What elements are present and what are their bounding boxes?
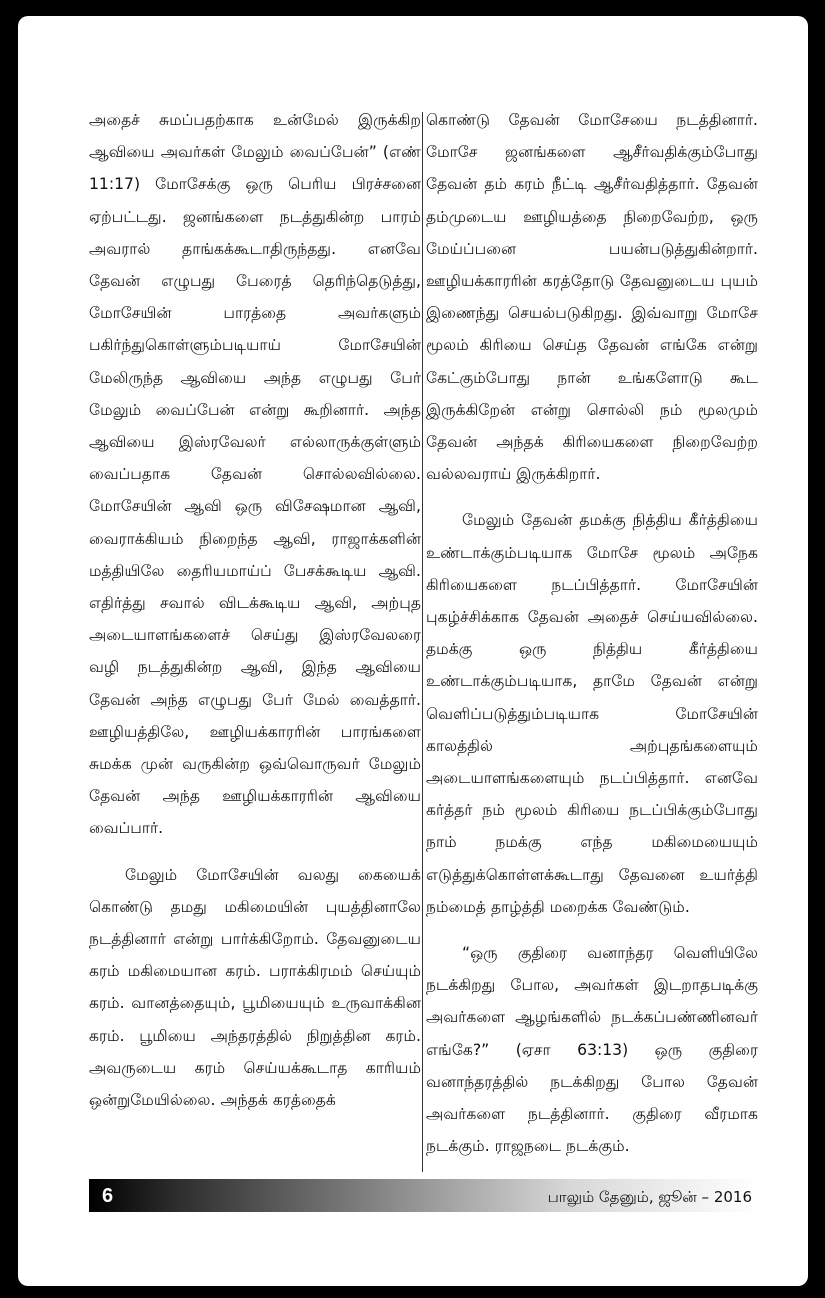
paragraph: மேலும் தேவன் தமக்கு நித்திய கீர்த்தியை உண்டாக்கும்படியாக மோசே மூலம் அநேக கிரியைகளை நடப்பித்தார். மோசேயின் புகழ்ச்சிக்காக தேவன் அதைச் செய்யவில்லை. தமக்கு ஒரு நித்திய கீர்த்தியை உண்டாக்கும்படியாக, தாமே தேவன் என்று வெளிப்படுத்தும்படியாக மோசேயின் காலத்தில் அற்புதங்களையும் அடையாளங்களையும் நடப்பித்தார். எனவே கர்த்தர் நம் மூலம் கிரியை நடப்பிக்கும்போது நாம் நமக்கு எந்த மகிமையையும் எடுத்துக்கொள்ளக்கூடாது தேவனை உயர்த்தி நம்மைத் தாழ்த்தி மறைக்க வேண்டும். bbox=[426, 511, 758, 916]
column-divider bbox=[422, 112, 423, 1172]
left-column bbox=[89, 104, 421, 1116]
magazine-page bbox=[18, 16, 808, 1286]
page-number: 6 bbox=[102, 1185, 114, 1207]
right-column bbox=[426, 104, 758, 1163]
publication-title: பாலும் தேனும், ஜூன் – 2016 bbox=[547, 1188, 752, 1206]
paragraph: “ஒரு குதிரை வனாந்தர வெளியிலே நடக்கிறது போல, அவர்கள் இடறாதபடிக்கு அவர்களை ஆழங்களில் நடக்கப்பண்ணினவர் எங்கே?” (ஏசா 63:13) ஒரு குதிரை வனாந்தரத்தில் நடக்கிறது போல தேவன் அவர்களை நடத்தினார். குதிரை வீரமாக நடக்கும். ராஜநடை நடக்கும். bbox=[426, 944, 758, 1156]
paragraph: கொண்டு தேவன் மோசேயை நடத்தினார். மோசே ஜனங்களை ஆசீர்வதிக்கும்போது தேவன் தம் கரம் நீட்டி ஆசீர்வதித்தார். தேவன் தம்முடைய ஊழியத்தை நிறைவேற்ற, ஒரு மேய்ப்பனை பயன்படுத்துகின்றார். ஊழியக்காரரின் கரத்தோடு தேவனுடைய புயம் இணைந்து செயல்படுகிறது. இவ்வாறு மோசே மூலம் கிரியை செய்த தேவன் எங்கே என்று கேட்கும்போது நான் உங்களோடு கூட இருக்கிறேன் என்று சொல்லி நம் மூலமும் தேவன் அந்தக் கிரியைகளை நிறைவேற்ற வல்லவராய் இருக்கிறார். bbox=[426, 111, 758, 484]
paragraph: மேலும் மோசேயின் வலது கையைக் கொண்டு தமது மகிமையின் புயத்தினாலே நடத்தினார் என்று பார்க்கிறோம். தேவனுடைய கரம் மகிமையான கரம். பராக்கிரமம் செய்யும் கரம். வானத்தையும், பூமியையும் உருவாக்கின கரம். பூமியை அந்தரத்தில் நிறுத்தின கரம். அவருடைய கரம் செய்யக்கூடாத காரியம் ஒன்றுமேயில்லை. அந்தக் கரத்தைக் bbox=[89, 865, 421, 1110]
paragraph: அதைச் சுமப்பதற்காக உன்மேல் இருக்கிற ஆவியை அவர்கள் மேலும் வைப்பேன்” (எண் 11:17) மோசேக்கு ஒரு பெரிய பிரச்சனை ஏற்பட்டது. ஜனங்களை நடத்துகின்ற பாரம் அவரால் தாங்கக்கூடாதிருந்தது. எனவே தேவன் எழுபது பேரைத் தெரிந்தெடுத்து, மோசேயின் பாரத்தை அவர்களும் பகிர்ந்துகொள்ளும்படியாய் மோசேயின் மேலிருந்த ஆவியை அந்த எழுபது பேர் மேலும் வைப்பேன் என்று கூறினார். அந்த ஆவியை இஸ்ரவேலர் எல்லாருக்குள்ளும் வைப்பதாக தேவன் சொல்லவில்லை. மோசேயின் ஆவி ஒரு விசேஷமான ஆவி, வைராக்கியம் நிறைந்த ஆவி, ராஜாக்களின் மத்தியிலே தைரியமாய்ப் பேசக்கூடிய ஆவி. எதிர்த்து சவால் விடக்கூடிய ஆவி, அற்புத அடையாளங்களைச் செய்து இஸ்ரவேலரை வழி நடத்துகின்ற ஆவி, இந்த ஆவியை தேவன் அந்த எழுபது பேர் மேல் வைத்தார். ஊழியத்திலே, ஊழியக்காரரின் பாரங்களை சுமக்க முன் வருகின்ற ஒவ்வொருவர் மேலும் தேவன் அந்த ஊழியக்காரரின் ஆவியை வைப்பார். bbox=[89, 111, 421, 838]
